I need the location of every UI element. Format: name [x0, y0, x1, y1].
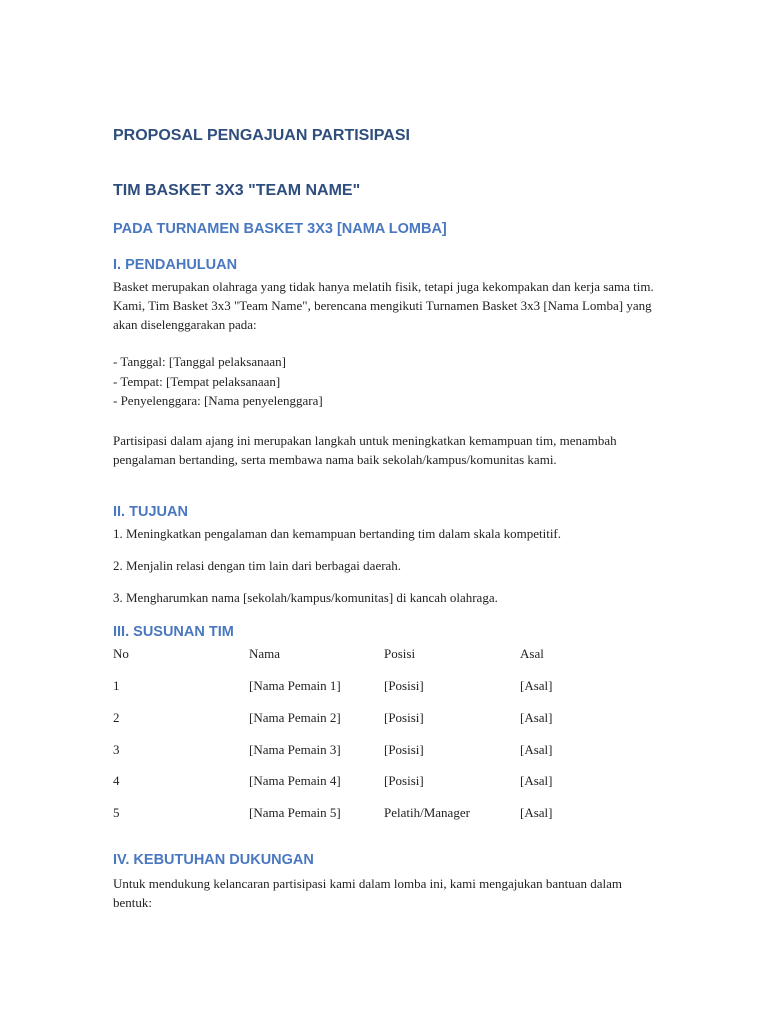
cell-no: 2 [113, 710, 120, 725]
table-row [113, 805, 658, 825]
cell-nama: [Nama Pemain 4] [249, 773, 341, 788]
cell-no: 4 [113, 773, 120, 788]
column-header-posisi: Posisi [384, 646, 416, 661]
cell-no: 5 [113, 805, 120, 820]
cell-nama: [Nama Pemain 2] [249, 710, 341, 725]
detail-tanggal: - Tanggal: [Tanggal pelaksanaan] [113, 354, 287, 369]
cell-asal: [Asal] [520, 773, 553, 788]
tujuan-item: 1. Meningkatkan pengalaman dan kemampuan bertanding tim dalam skala kompetitif. [113, 526, 562, 541]
detail-tempat: - Tempat: [Tempat pelaksanaan] [113, 374, 281, 389]
cell-asal: [Asal] [520, 678, 553, 693]
cell-no: 1 [113, 678, 120, 693]
pendahuluan-intro: Basket merupakan olahraga yang tidak hanya melatih fisik, tetapi juga kekompakan dan kerja sama tim. Kami, Tim Basket 3x3 "Team Name", berencana mengikuti Turnamen Basket 3x3 [Nama Lomba] yang akan diselenggarakan pada: [113, 279, 654, 332]
cell-posisi: [Posisi] [384, 678, 424, 693]
table-row [113, 742, 658, 762]
tujuan-item: 3. Mengharumkan nama [sekolah/kampus/komunitas] di kancah olahraga. [113, 590, 498, 605]
table-row [113, 773, 658, 793]
cell-posisi: [Posisi] [384, 773, 424, 788]
cell-asal: [Asal] [520, 710, 553, 725]
table-header-row [113, 646, 658, 666]
pendahuluan-closing: Partisipasi dalam ajang ini merupakan langkah untuk meningkatkan kemampuan tim, menambah pengalaman bertanding, serta membawa nama baik sekolah/kampus/komunitas kami. [113, 433, 617, 467]
column-header-no: No [113, 646, 129, 661]
cell-nama: [Nama Pemain 1] [249, 678, 341, 693]
cell-nama: [Nama Pemain 3] [249, 742, 341, 757]
tujuan-item: 2. Menjalin relasi dengan tim lain dari berbagai daerah. [113, 558, 402, 573]
document-title: PROPOSAL PENGAJUAN PARTISIPASI [113, 127, 410, 144]
cell-posisi: Pelatih/Manager [384, 805, 470, 820]
column-header-asal: Asal [520, 646, 544, 661]
section-heading-susunan-tim: III. SUSUNAN TIM [113, 624, 234, 640]
table-row [113, 678, 658, 698]
cell-asal: [Asal] [520, 805, 553, 820]
table-row [113, 710, 658, 730]
detail-penyelenggara: - Penyelenggara: [Nama penyelenggara] [113, 393, 323, 408]
column-header-nama: Nama [249, 646, 281, 661]
cell-nama: [Nama Pemain 5] [249, 805, 341, 820]
team-name-line: TIM BASKET 3X3 "TEAM NAME" [113, 182, 361, 199]
event-name-line: PADA TURNAMEN BASKET 3X3 [NAMA LOMBA] [113, 221, 447, 237]
section-heading-kebutuhan: IV. KEBUTUHAN DUKUNGAN [113, 852, 314, 868]
cell-posisi: [Posisi] [384, 710, 424, 725]
kebutuhan-intro: Untuk mendukung kelancaran partisipasi kami dalam lomba ini, kami mengajukan bantuan dalam bentuk: [113, 876, 623, 910]
section-heading-tujuan: II. TUJUAN [113, 504, 188, 520]
cell-posisi: [Posisi] [384, 742, 424, 757]
cell-no: 3 [113, 742, 120, 757]
cell-asal: [Asal] [520, 742, 553, 757]
section-heading-pendahuluan: I. PENDAHULUAN [113, 257, 238, 273]
